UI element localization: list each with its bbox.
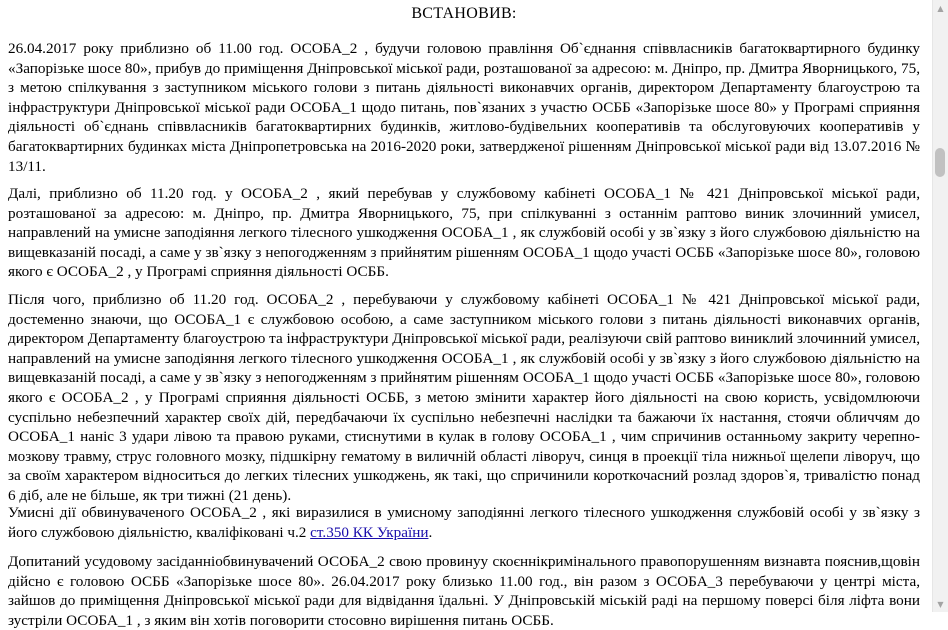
paragraph-1: 26.04.2017 року приблизно об 11.00 год. ОСОБА_2 , будучи головою правління Об`єднання співвласників багатоквартирного будинку «Запорізьке шосе 80», прибув до приміщення Дніпровської міської ради, розташованої за адресою: м. Дніпро, пр. Дмитра Яворницького, 75, з метою спілкування з заступником міського голови з питань діяльності виконавчих органів, директором Департаменту благоустрою та інфраструктури Дніпровської міської ради ОСОБА_1 щодо питань, пов`язаних з участю ОСББ «Запорізьке шосе 80» у Програмі сприяння діяльності об`єднань співвласників багатоквартирних будинків, житлово-будівельних кооперативів та обслуговуючих кооперативів у багатоквартирних будинках міста Дніпропетровська на 2016-2020 роки, затвердженої рішенням Дніпровської міської ради від 13.07.2016 № 13/11. bbox=[8, 40, 920, 175]
paragraph-3: Після чого, приблизно об 11.20 год. ОСОБА_2 , перебуваючи у службовому кабінеті ОСОБА_1 № 421 Дніпровської міської ради, достеменно знаючи, що ОСОБА_1 є службовою особою, а саме заступником міського голови з питань діяльності виконавчих органів, директором Департаменту благоустрою та інфраструктури Дніпровської міської ради, реалізуючи свій раптово виниклий злочинний умисел, направлений на умисне заподіяння легкого тілесного ушкодження ОСОБА_1 , як службовій особі у зв`язку з його службовою діяльністю на вищевказаній посаді, а саме у зв`язку з непогодженням з прийнятим рішенням ОСОБА_1 щодо участі ОСББ «Запорізьке шосе 80», головою якого є ОСОБА_2 , у Програмі сприяння діяльності ОСББ, з метою змінити характер його діяльності на свою користь, усвідомлюючи суспільно небезпечний характер своїх дій, передбачаючи їх суспільно небезпечні наслідки та бажаючи їх настання, стоячи обличчям до ОСОБА_1 наніс 3 удари лівою та правою руками, стиснутими в кулак в голову ОСОБА_1 , чим спричинив останньому закриту черепно-мозкову травму, струс головного мозку, підшкірну гематому в виличній області ліворуч, синця в проекції тіла нижньої щелепи ліворуч, що за своїм характером відноситься до легких тілесних ушкоджень, як такі, що спричинили короткочасний розлад здоров`я, тривалістю понад 6 діб, але не більше, як три тижні (21 день). bbox=[8, 291, 920, 504]
scroll-down-icon[interactable]: ▼ bbox=[937, 599, 944, 609]
paragraph-4-suffix: . bbox=[428, 523, 433, 541]
paragraph-4-text: Умисні дії обвинуваченого ОСОБА_2 , які виразилися в умисному заподіянні легкого тілесного ушкодження службовій особі у зв`язку з його службовою діяльністю, кваліфіковані ч.2 bbox=[8, 504, 920, 541]
document-heading: ВСТАНОВИВ: bbox=[411, 5, 517, 22]
law-article-link[interactable]: ст.350 КК України bbox=[310, 523, 429, 541]
paragraph-2: Далі, приблизно об 11.20 год. у ОСОБА_2 , який перебував у службовому кабінеті ОСОБА_1 № 421 Дніпровської міської ради, розташованої за адресою: м. Дніпро, пр. Дмитра Яворницького, 75, при спілкуванні з останнім раптово виник злочинний умисел, направлений на умисне заподіяння легкого тілесного ушкодження ОСОБА_1 , як службовій особі у зв`язку з його службовою діяльністю на вищевказаній посаді, а саме у зв`язку з непогодженням з прийнятим рішенням ОСОБА_1 щодо участі ОСББ «Запорізьке шосе 80», головою якого є ОСОБА_2 , у Програмі сприяння діяльності ОСББ. bbox=[8, 185, 920, 281]
scrollbar-thumb[interactable] bbox=[935, 148, 945, 177]
scroll-up-icon[interactable]: ▲ bbox=[937, 3, 944, 13]
paragraph-4 bbox=[8, 503, 920, 542]
paragraph-5: Допитаний усудовому засіданніобвинувачений ОСОБА_2 свою провинуу скоєннікримінального правопорушенням визнавта пояснив,щовін дійсно є головою ОСББ «Запорізьке шосе 80». 26.04.2017 року близько 11.00 год., він разом з ОСОБА_3 перебуваючи у центрі міста, зайшов до приміщення Дніпровської міської ради для відвідання їдальні. У Дніпровській міській раді на першому поверсі біля ліфта вони зустріли ОСОБА_1 , з яким він хотів поговорити стосовно вирішення питань ОСББ. bbox=[8, 553, 920, 629]
vertical-scrollbar[interactable] bbox=[932, 0, 948, 612]
